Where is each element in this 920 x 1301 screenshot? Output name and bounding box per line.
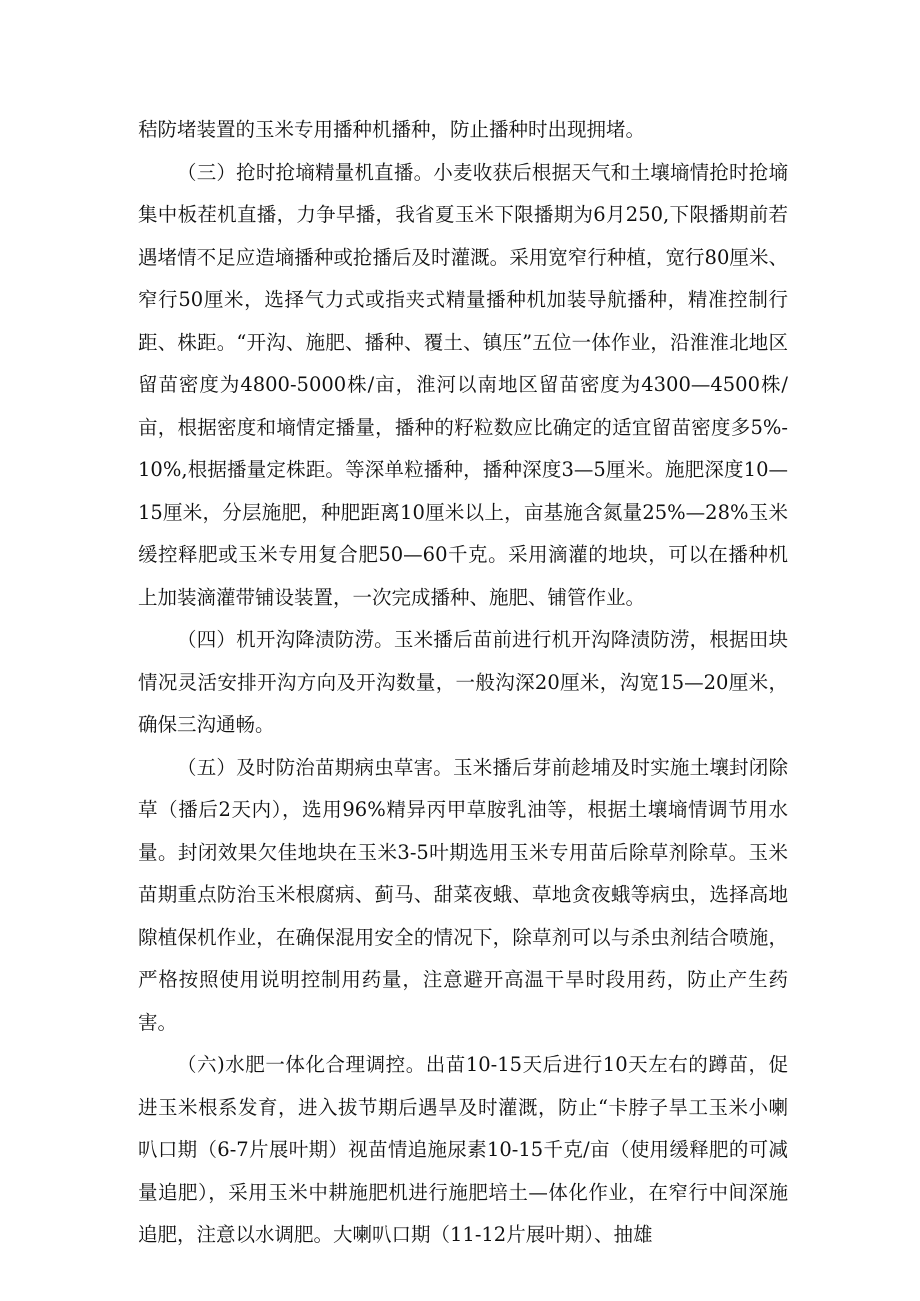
paragraph-section-6: （六)水肥一体化合理调控。出苗10-15天后进行10天左右的蹲苗，促进玉米根系发育，进入拔节期后遇旱及时灌溉，防止“卡脖子旱工玉米小喇叭口期（6-7片展叶期）视苗情追施尿素10-15千克/亩（使用缓释肥的可减量追肥），采用玉米中耕施肥机进行施肥培土—体化作业，在窄行中间深施追肥，注意以水调肥。大喇叭口期（11-12片展叶期）、抽雄 <box>138 1053 788 1246</box>
paragraph-section-4: （四）机开沟降渍防涝。玉米播后苗前进行机开沟降渍防涝，根据田块情况灵活安排开沟方向及开沟数量，一般沟深20厘米，沟宽15—20厘米，确保三沟通畅。 <box>138 628 788 736</box>
paragraph-continuation: 秸防堵装置的玉米专用播种机播种，防止播种时出现拥堵。 <box>138 118 646 141</box>
paragraph-section-5: （五）及时防治苗期病虫草害。玉米播后芽前趁埔及时实施土壤封闭除草（播后2天内），选用96%精异丙甲草胺乳油等，根据土壤墒情调节用水量。封闭效果欠佳地块在玉米3-5叶期选用玉米专用苗后除草剂除草。玉米苗期重点防治玉米根腐病、蓟马、甜菜夜蛾、草地贪夜蛾等病虫，选择高地隙植保机作业，在确保混用安全的情况下，除草剂可以与杀虫剂结合喷施，严格按照使用说明控制用药量，注意避开高温干旱时段用药，防止产生药害。 <box>138 755 788 1034</box>
paragraph-section-3: （三）抢时抢墒精量机直播。小麦收获后根据天气和土壤墒情抢时抢墒集中板茬机直播，力争早播，我省夏玉米下限播期为6月250,下限播期前若遇堵情不足应造墒播种或抢播后及时灌溉。采用宽窄行种植，宽行80厘米、窄行50厘米，选择气力式或指夹式精量播种机加装导航播种，精准控制行距、株距。“开沟、施肥、播种、覆土、镇压”五位一体作业，沿淮淮北地区留苗密度为4800-5000株/亩，淮河以南地区留苗密度为4300—4500株/亩，根据密度和墒情定播量，播种的籽粒数应比确定的适宜留苗密度多5%-10%,根据播量定株距。等深单粒播种，播种深度3—5厘米。施肥深度10—15厘米，分层施肥，种肥距离10厘米以上，亩基施含氮量25%—28%玉米缓控释肥或玉米专用复合肥50—60千克。采用滴灌的地块，可以在播种机上加装滴灌带铺设装置，一次完成播种、施肥、铺管作业。 <box>138 160 788 609</box>
body-text <box>138 109 788 1257</box>
